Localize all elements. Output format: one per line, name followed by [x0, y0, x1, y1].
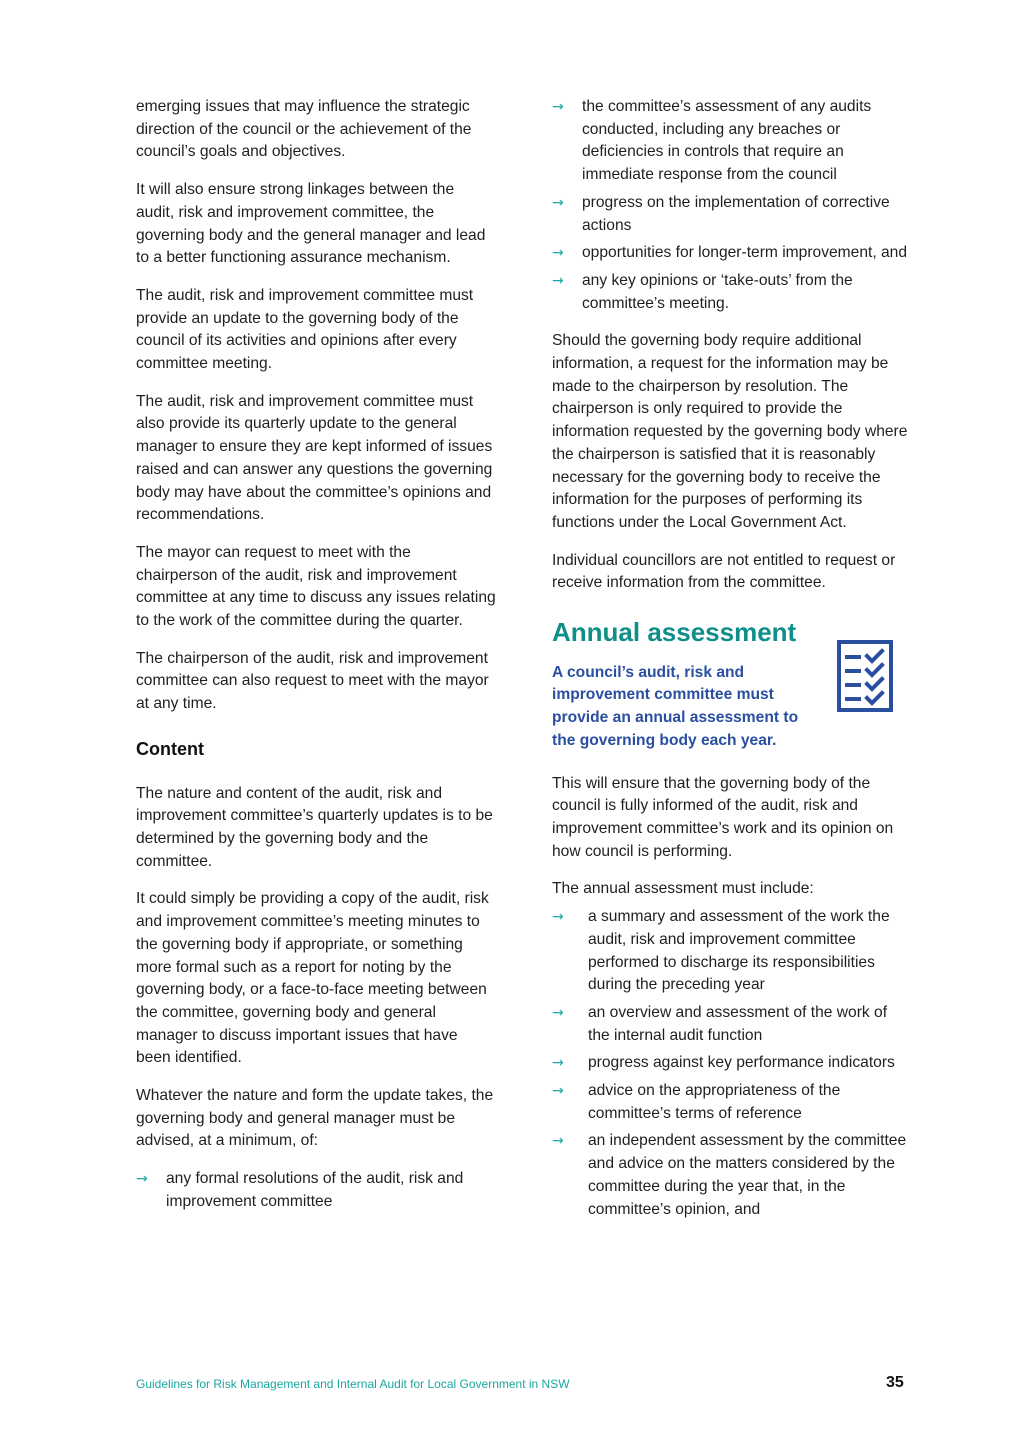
list-item: → any key opinions or ‘take-outs’ from the committee’s meeting.	[552, 271, 853, 312]
paragraph: The audit, risk and improvement committee must provide an update to the governing body of the council of its activities and opinions after every committee meeting.	[136, 286, 474, 373]
arrow-icon: →	[136, 1171, 148, 1188]
arrow-icon: →	[552, 1083, 564, 1100]
list-item: → advice on the appropriateness of the committee’s terms of reference	[552, 1082, 841, 1122]
checklist-icon	[837, 640, 893, 712]
bullet-list	[552, 906, 912, 1221]
paragraph: The annual assessment must include:	[552, 880, 814, 898]
paragraph: The mayor can request to meet with the chairperson of the audit, risk and improvement committee at any time to discuss any issues relating to the work of the committee during the quarter.	[136, 543, 496, 630]
bullet-list	[552, 96, 912, 315]
arrow-icon: →	[552, 245, 564, 262]
paragraph: The nature and content of the audit, risk and improvement committee’s quarterly updates is to be determined by the governing body and the committee.	[136, 784, 493, 870]
arrow-icon: →	[552, 1133, 564, 1150]
list-item: → progress on the implementation of corrective actions	[552, 193, 890, 234]
footer-title: Guidelines for Risk Management and Internal Audit for Local Government in NSW	[136, 1377, 570, 1391]
paragraph: emerging issues that may influence the strategic direction of the council or the achievement of the council’s goals and objectives.	[136, 98, 472, 161]
paragraph: It could simply be providing a copy of the audit, risk and improvement committee’s meeting minutes to the governing body if appropriate, or something more formal such as a report for noting by the governing body, or a face-to-face meeting between the committee, governing body and general manager to discuss important issues that have been identified.	[136, 890, 489, 1067]
paragraph: Should the governing body require additional information, a request for the information may be made to the chairperson by resolution. The chairperson is only required to provide the information requested by the governing body where the chairperson is satisfied that it is reasonably necessary for the governing body to receive the information for the purposes of performing its functions under the Local Government Act.	[552, 332, 908, 531]
arrow-icon: →	[552, 909, 564, 926]
paragraph: Whatever the nature and form the update takes, the governing body and general manager must be advised, at a minimum, of:	[136, 1087, 494, 1150]
list-item: → the committee’s assessment of any audits conducted, including any breaches or deficiencies in controls that require an immediate response from the council	[552, 98, 872, 184]
list-item: → opportunities for longer-term improvement, and	[552, 242, 912, 265]
arrow-icon: →	[552, 272, 564, 289]
arrow-icon: →	[552, 194, 564, 211]
left-column	[136, 96, 496, 1229]
content-heading: Content	[136, 738, 204, 759]
callout-text: A council’s audit, risk and improvement committee must provide an annual assessment to the governing body each year.	[552, 663, 799, 749]
paragraph: The chairperson of the audit, risk and improvement committee can also request to meet with the mayor at any time.	[136, 649, 489, 713]
page-number: 35	[886, 1374, 904, 1391]
section-heading: Annual assessment	[552, 617, 797, 648]
arrow-icon: →	[552, 1055, 564, 1072]
arrow-icon: →	[552, 1004, 564, 1021]
paragraph: This will ensure that the governing body of the council is fully informed of the audit, risk and improvement committee’s work and its opinion on how council is performing.	[552, 774, 894, 860]
list-item: → an overview and assessment of the work of the internal audit function	[552, 1003, 888, 1044]
list-item: → a summary and assessment of the work the audit, risk and improvement committee performed to discharge its responsibilities during the preceding year	[552, 908, 890, 994]
list-item: → any formal resolutions of the audit, risk and improvement committee	[136, 1170, 464, 1210]
paragraph: Individual councillors are not entitled to request or receive information from the committee.	[552, 551, 896, 592]
paragraph: It will also ensure strong linkages between the audit, risk and improvement committee, the governing body and the general manager and lead to a better functioning assurance mechanism.	[136, 181, 486, 267]
bullet-list	[136, 1168, 496, 1213]
arrow-icon: →	[552, 99, 564, 115]
list-item: → an independent assessment by the committee and advice on the matters considered by the committee during the year that, in the committee’s opinion, and	[552, 1132, 907, 1218]
right-column	[552, 96, 912, 1236]
list-item: → progress against key performance indicators	[552, 1052, 912, 1075]
paragraph: The audit, risk and improvement committee must also provide its quarterly update to the general manager to ensure they are kept informed of issues raised and can answer any questions the governing body may have about the committee’s opinions and recommendations.	[136, 392, 493, 524]
callout	[552, 662, 912, 753]
